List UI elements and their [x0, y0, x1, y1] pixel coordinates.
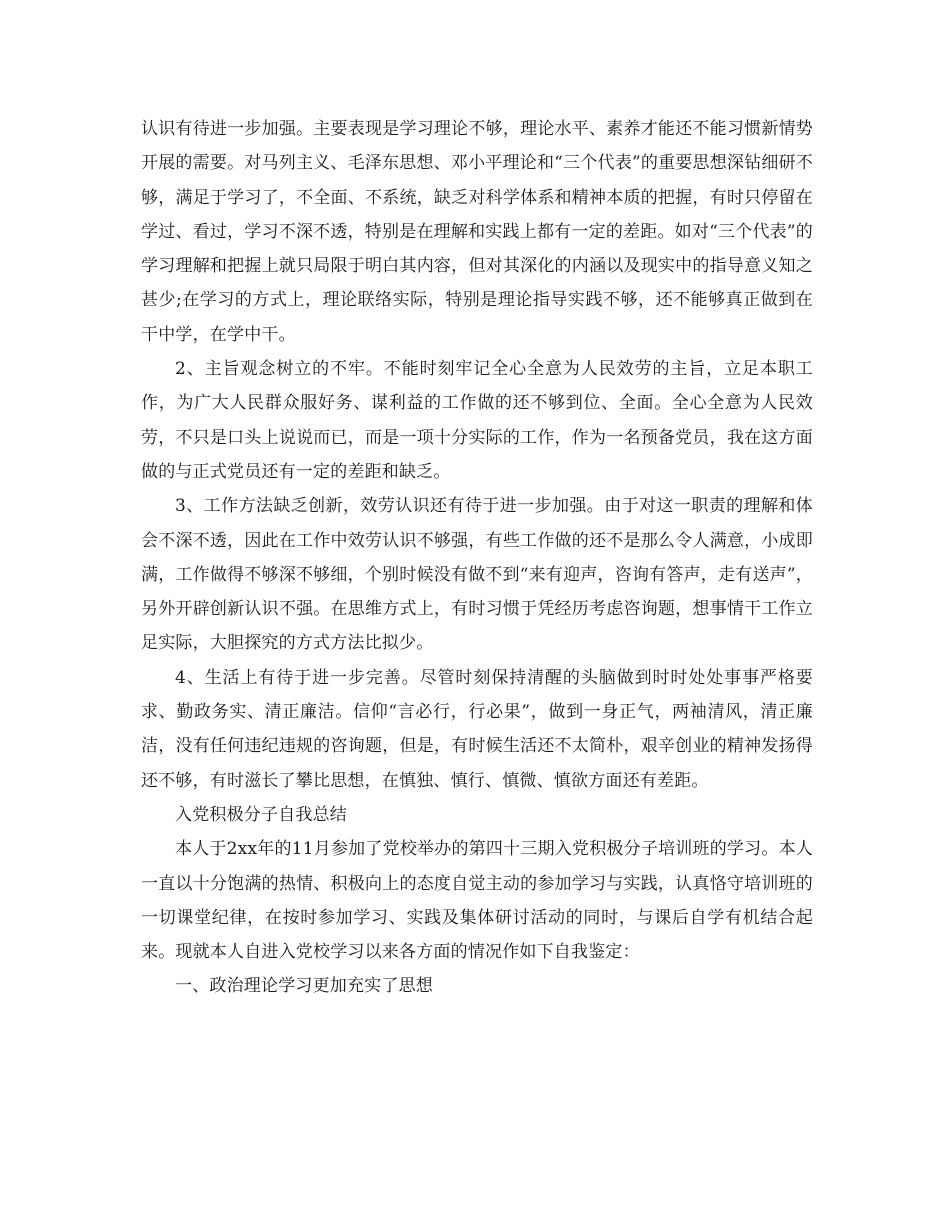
paragraph-item-3: 3、工作方法缺乏创新，效劳认识还有待于进一步加强。由于对这一职责的理解和体会不深不透，因此在工作中效劳认识不够强，有些工作做的还不是那么令人满意，小成即满，工作做得不够深不够细，个别时候没有做不到“来有迎声，咨询有答声，走有送声”，另外开辟创新认识不强。在思维方式上，有时习惯于凭经历考虑咨询题，想事情干工作立足实际，大胆探究的方式方法比拟少。 — [141, 496, 813, 654]
paragraph-item-2: 2、主旨观念树立的不牢。不能时刻牢记全心全意为人民效劳的主旨，立足本职工作，为广大人民群众服好务、谋利益的工作做的还不够到位、全面。全心全意为人民效劳，不只是口头上说说而已，而是一项十分实际的工作，作为一名预备党员，我在这方面做的与正式党员还有一定的差距和缺乏。 — [141, 359, 813, 482]
paragraph-continuation: 认识有待进一步加强。主要表现是学习理论不够，理论水平、素养才能还不能习惯新情势开展的需要。对马列主义、毛泽东思想、邓小平理论和“三个代表”的重要思想深钻细研不够，满足于学习了，不全面、不系统，缺乏对科学体系和精神本质的把握，有时只停留在学过、看过，学习不深不透，特别是在理解和实践上都有一定的差距。如对“三个代表”的学习理解和把握上就只局限于明白其内容，但对其深化的内涵以及现实中的指导意义知之甚少;在学习的方式上，理论联络实际，特别是理论指导实践不够，还不能够真正做到在干中学，在学中干。 — [141, 119, 813, 345]
paragraph-intro: 本人于2xx年的11月参加了党校举办的第四十三期入党积极分子培训班的学习。本人一直以十分饱满的热情、积极向上的态度自觉主动的参加学习与实践，认真恪守培训班的一切课堂纪律，在按时参加学习、实践及集体研讨活动的同时，与课后自学有机结合起来。现就本人自进入党校学习以来各方面的情况作如下自我鉴定： — [141, 839, 813, 963]
section-title: 入党积极分子自我总结 — [175, 804, 347, 825]
paragraph-item-4: 4、生活上有待于进一步完善。尽管时刻保持清醒的头脑做到时时处处事事严格要求、勤政务实、清正廉洁。信仰“言必行，行必果”，做到一身正气，两袖清风，清正廉洁，没有任何违纪违规的咨询题，但是，有时候生活还不太简朴，艰辛创业的精神发扬得还不够，有时滋长了攀比思想，在慎独、慎行、慎微、慎欲方面还有差距。 — [141, 667, 813, 791]
document-body — [141, 112, 813, 1004]
subheading: 一、政治理论学习更加充实了思想 — [175, 976, 433, 997]
